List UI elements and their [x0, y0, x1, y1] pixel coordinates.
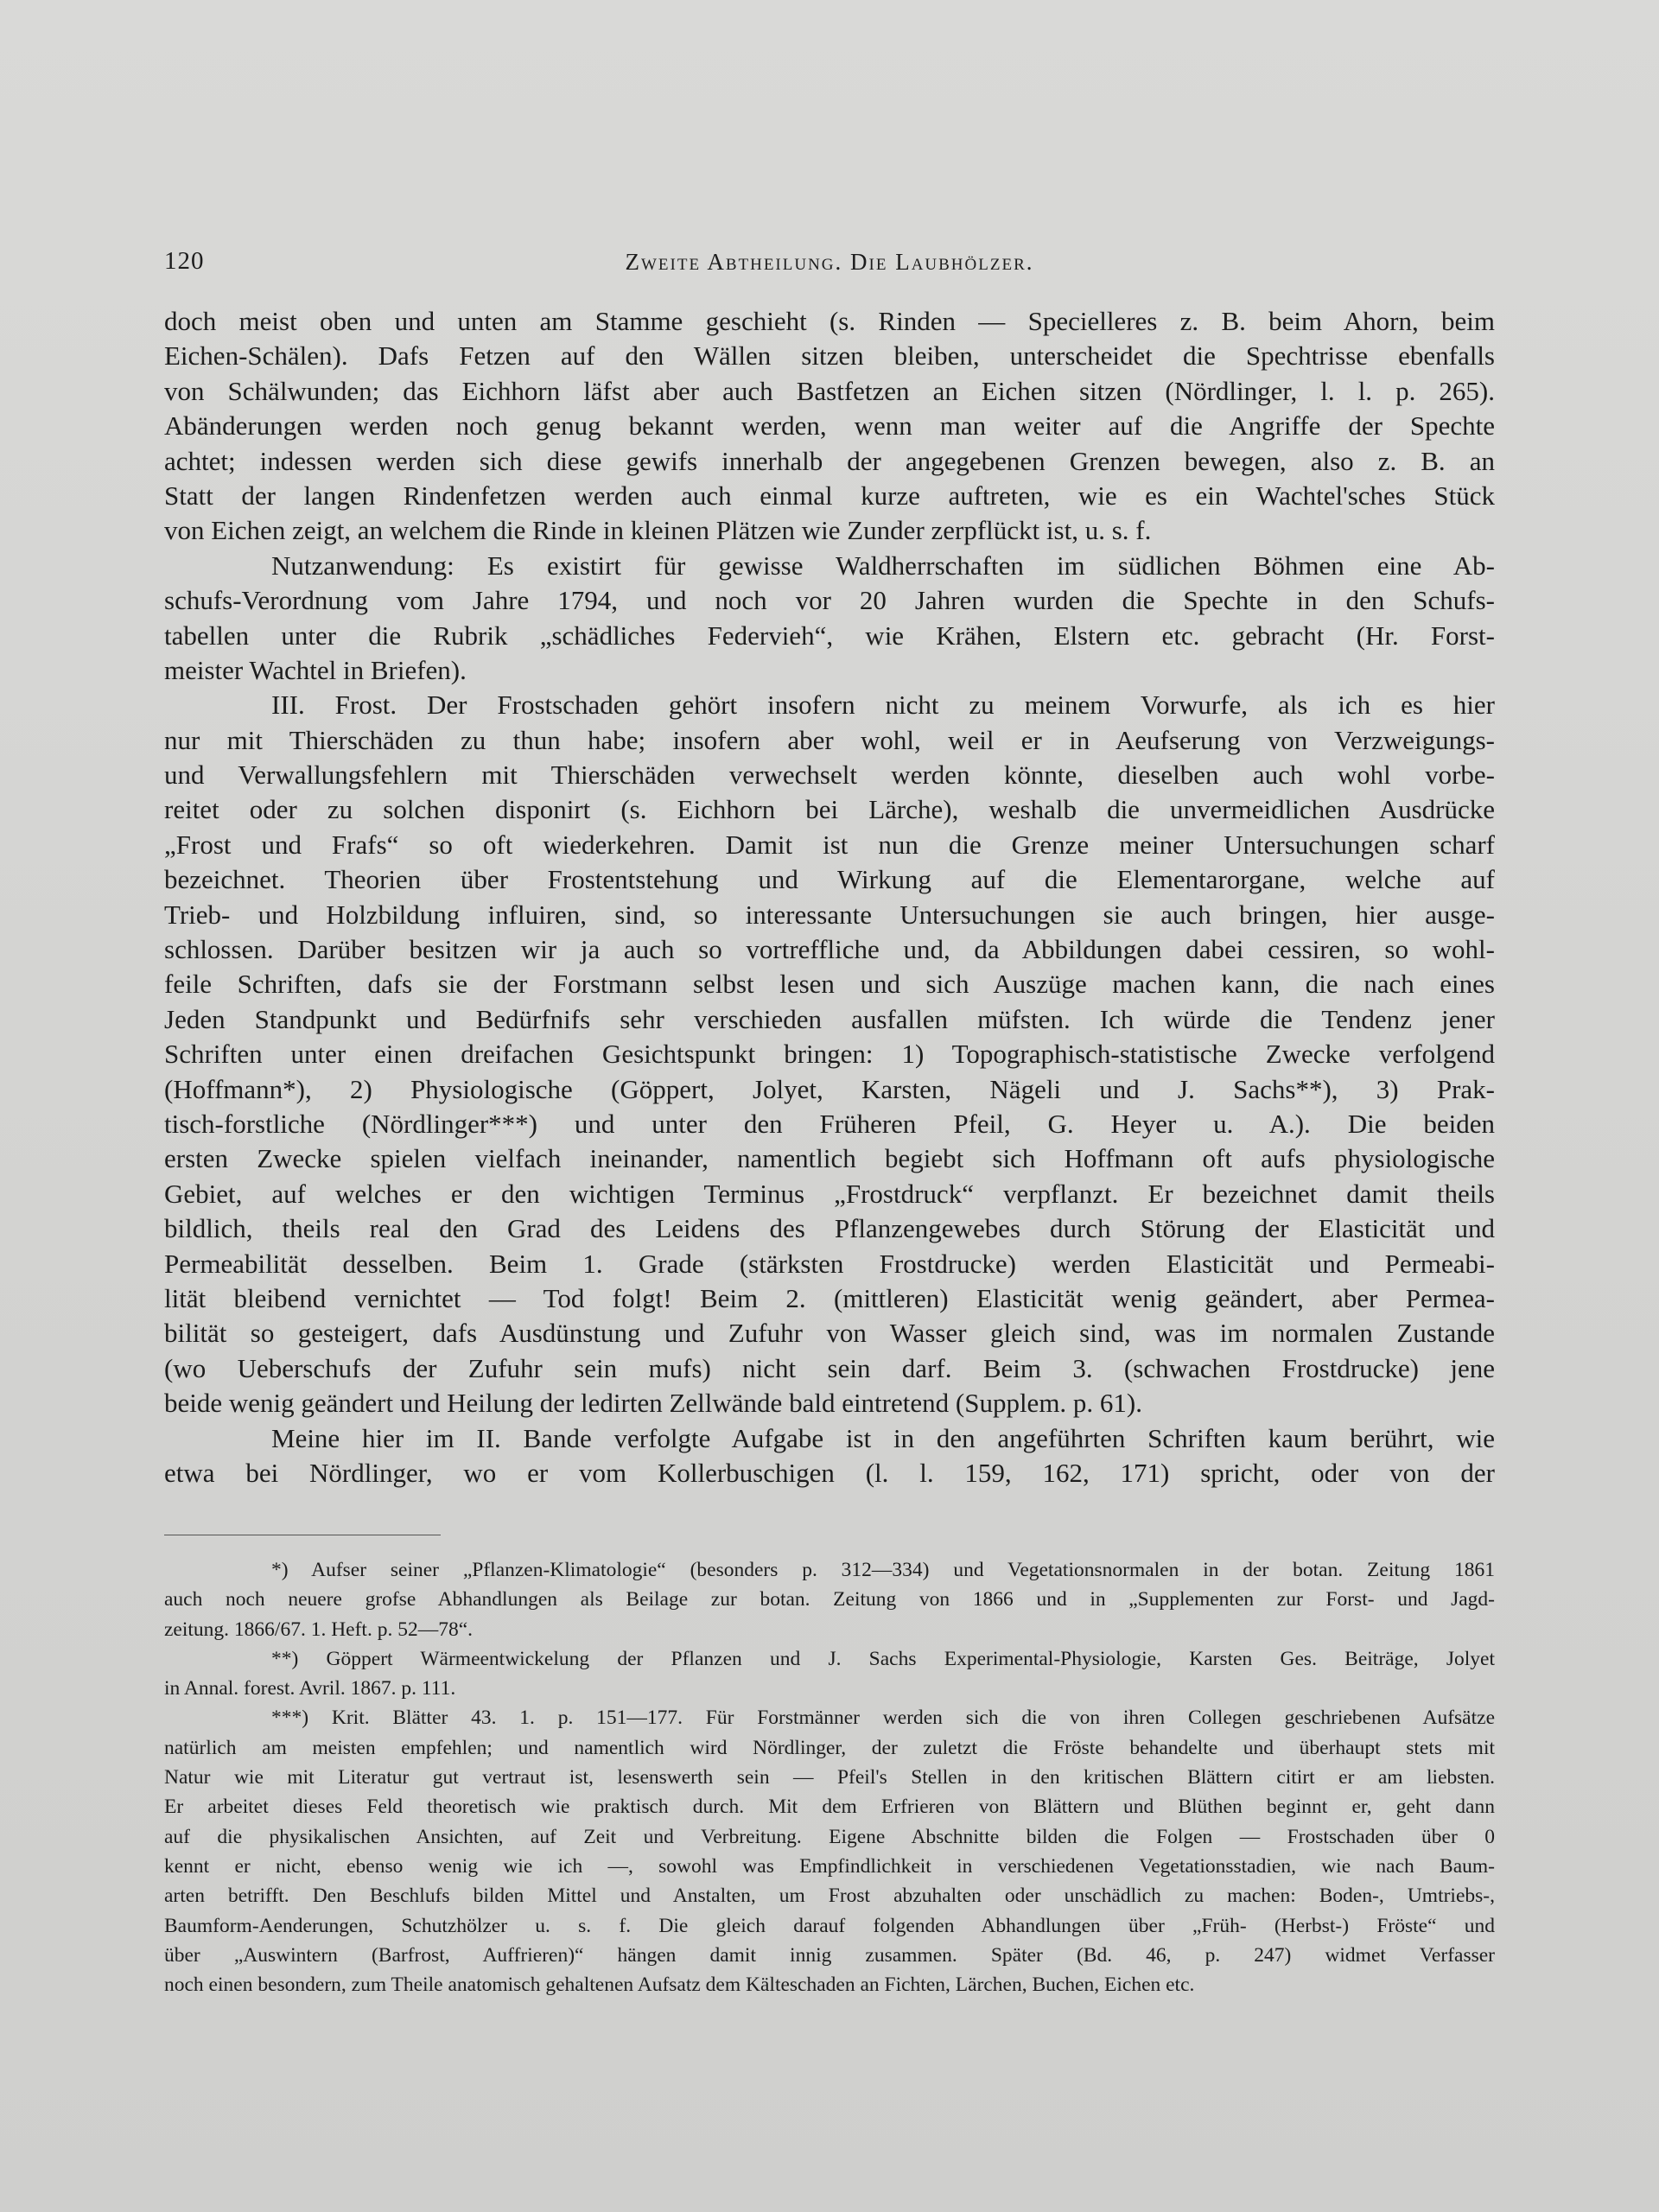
text-line: schlossen. Darüber besitzen wir ja auch so vortreffliche und, da Abbildungen dabei cessiren, so wohl-: [164, 934, 1495, 965]
text-line: (Hoffmann*), 2) Physiologische (Göppert, Jolyet, Karsten, Nägeli und J. Sachs**), 3) Prak-: [164, 1073, 1495, 1104]
text-line: III. Frost. Der Frostschaden gehört insofern nicht zu meinem Vorwurfe, als ich es hier: [271, 690, 1495, 721]
footnote-line: natürlich am meisten empfehlen; und namentlich wird Nördlinger, der zuletzt die Fröste behandelte und überhaupt stets mit: [164, 1736, 1495, 1759]
text-line: bezeichnet. Theorien über Frostentstehung und Wirkung auf die Elementarorgane, welche auf: [164, 864, 1495, 895]
page-header: [164, 247, 1495, 282]
text-line: meister Wachtel in Briefen).: [164, 654, 467, 685]
footnote-line: auch noch neuere grofse Abhandlungen als Beilage zur botan. Zeitung von 1866 und in „Supplementen zur Forst- und Jagd-: [164, 1588, 1495, 1611]
footnote-line: Baumform-Aenderungen, Schutzhölzer u. s. f. Die gleich darauf folgenden Abhandlungen über „Früh- (Herbst-) Fröste“ und: [164, 1914, 1495, 1937]
text-line: tisch-forstliche (Nördlinger***) und unter den Früheren Pfeil, G. Heyer u. A.). Die beiden: [164, 1108, 1495, 1139]
text-line: Permeabilität desselben. Beim 1. Grade (stärksten Frostdrucke) werden Elasticität und Permeabi-: [164, 1248, 1495, 1279]
text-line: Statt der langen Rindenfetzen werden auch einmal kurze auftreten, wie es ein Wachtel'sches Stück: [164, 480, 1495, 511]
footnote-line: Natur wie mit Literatur gut vertraut ist, lesenswerth sein — Pfeil's Stellen in den kritischen Blättern citirt er am liebsten.: [164, 1766, 1495, 1789]
text-line: von Schälwunden; das Eichhorn läfst aber auch Bastfetzen an Eichen sitzen (Nördlinger, l. l. p. 265).: [164, 375, 1495, 406]
text-line: lität bleibend vernichtet — Tod folgt! Beim 2. (mittleren) Elasticität wenig geändert, aber Permea-: [164, 1282, 1495, 1313]
main-text: [164, 304, 1495, 1491]
text-line: beide wenig geändert und Heilung der ledirten Zellwände bald eintretend (Supplem. p. 61).: [164, 1388, 1142, 1419]
text-line: Abänderungen werden noch genug bekannt werden, wenn man weiter auf die Angriffe der Spechte: [164, 410, 1495, 442]
footnote-line: kennt er nicht, ebenso wenig wie ich —, sowohl was Empfindlichkeit in verschiedenen Vegetationsstadien, wie nach Baum-: [164, 1854, 1495, 1878]
footnote-line: über „Auswintern (Barfrost, Auffrieren)“ hängen damit innig zusammen. Später (Bd. 46, p. 247) widmet Verfasser: [164, 1943, 1495, 1967]
page-number: 120: [164, 247, 205, 275]
text-line: Jeden Standpunkt und Bedürfnifs sehr verschieden ausfallen müfsten. Ich würde die Tendenz jener: [164, 1003, 1495, 1034]
text-line: bilität so gesteigert, dafs Ausdünstung und Zufuhr von Wasser gleich sind, was im normalen Zustande: [164, 1318, 1495, 1349]
text-line: „Frost und Frafs“ so oft wiederkehren. Damit ist nun die Grenze meiner Untersuchungen scharf: [164, 829, 1495, 860]
footnote-line: in Annal. forest. Avril. 1867. p. 111.: [164, 1677, 456, 1700]
running-head: Zweite Abtheilung. Die Laubhölzer.: [625, 249, 1034, 275]
text-line: Gebiet, auf welches er den wichtigen Terminus „Frostdruck“ verpflanzt. Er bezeichnet damit theils: [164, 1178, 1495, 1209]
text-line: doch meist oben und unten am Stamme geschieht (s. Rinden — Specielleres z. B. beim Ahorn, beim: [164, 306, 1495, 336]
text-line: von Eichen zeigt, an welchem die Rinde in kleinen Plätzen wie Zunder zerpflückt ist, u. s. f.: [164, 515, 1152, 546]
text-line: ersten Zwecke spielen vielfach ineinander, namentlich begiebt sich Hoffmann oft aufs physiologische: [164, 1143, 1495, 1174]
footnote-line: noch einen besondern, zum Theile anatomisch gehaltenen Aufsatz dem Kälteschaden an Fichten, Lärchen, Buchen, Eichen etc.: [164, 1974, 1195, 1997]
text-line: achtet; indessen werden sich diese gewifs innerhalb der angegebenen Grenzen bewegen, also z. B. an: [164, 445, 1495, 476]
footnotes: [164, 1555, 1495, 1999]
text-line: Eichen-Schälen). Dafs Fetzen auf den Wällen sitzen bleiben, unterscheidet die Spechtrisse ebenfalls: [164, 340, 1495, 372]
text-line: schufs-Verordnung vom Jahre 1794, und noch vor 20 Jahren wurden die Spechte in den Schufs-: [164, 585, 1495, 616]
footnote-line: auf die physikalischen Ansichten, auf Zeit und Verbreitung. Eigene Abschnitte bilden die Folgen — Frostschaden über 0: [164, 1825, 1495, 1848]
text-line: reitet oder zu solchen disponirt (s. Eichhorn bei Lärche), weshalb die unvermeidlichen Ausdrücke: [164, 794, 1495, 825]
text-line: Trieb- und Holzbildung influiren, sind, so interessante Untersuchungen sie auch bringen, hier ausge-: [164, 899, 1495, 930]
text-line: nur mit Thierschäden zu thun habe; insofern aber wohl, weil er in Aeufserung von Verzweigungs-: [164, 724, 1495, 755]
text-line: feile Schriften, dafs sie der Forstmann selbst lesen und sich Auszüge machen kann, die nach eines: [164, 969, 1495, 1000]
text-line: und Verwallungsfehlern mit Thierschäden verwechselt werden könnte, dieselben auch wohl vorbe-: [164, 760, 1495, 791]
text-line: etwa bei Nördlinger, wo er vom Kollerbuschigen (l. l. 159, 162, 171) spricht, oder von der: [164, 1457, 1495, 1488]
text-line: (wo Ueberschufs der Zufuhr sein mufs) nicht sein darf. Beim 3. (schwachen Frostdrucke) jene: [164, 1352, 1495, 1383]
footnote-line: *) Aufser seiner „Pflanzen-Klimatologie“ (besonders p. 312—334) und Vegetationsnormalen in der botan. Zeitung 1861: [271, 1559, 1495, 1581]
footnote-line: Er arbeitet dieses Feld theoretisch wie praktisch durch. Mit dem Erfrieren von Blättern und Blüthen beginnt er, geht dann: [164, 1796, 1495, 1819]
text-line: Meine hier im II. Bande verfolgte Aufgabe ist in den angeführten Schriften kaum berührt, wie: [271, 1422, 1495, 1453]
footnote-line: zeitung. 1866/67. 1. Heft. p. 52—78“.: [164, 1618, 474, 1641]
footnote-line: ***) Krit. Blätter 43. 1. p. 151—177. Für Forstmänner werden sich die von ihren Collegen geschriebenen Aufsätze: [271, 1707, 1495, 1730]
footnote-line: arten betrifft. Den Beschlufs bilden Mittel und Anstalten, um Frost abzuhalten oder unschädlich zu machen: Boden-, Umtriebs-,: [164, 1885, 1495, 1908]
text-line: bildlich, theils real den Grad des Leidens des Pflanzengewebes durch Störung der Elasticität und: [164, 1213, 1495, 1244]
text-line: tabellen unter die Rubrik „schädliches Federvieh“, wie Krähen, Elstern etc. gebracht (Hr. Forst-: [164, 620, 1495, 651]
text-line: Nutzanwendung: Es existirt für gewisse Waldherrschaften im südlichen Böhmen eine Ab-: [271, 550, 1495, 581]
footnote-line: **) Göppert Wärmeentwickelung der Pflanzen und J. Sachs Experimental-Physiologie, Karsten Ges. Beiträge, Jolyet: [271, 1647, 1495, 1670]
text-line: Schriften unter einen dreifachen Gesichtspunkt bringen: 1) Topographisch-statistische Zwecke verfolgend: [164, 1039, 1495, 1070]
